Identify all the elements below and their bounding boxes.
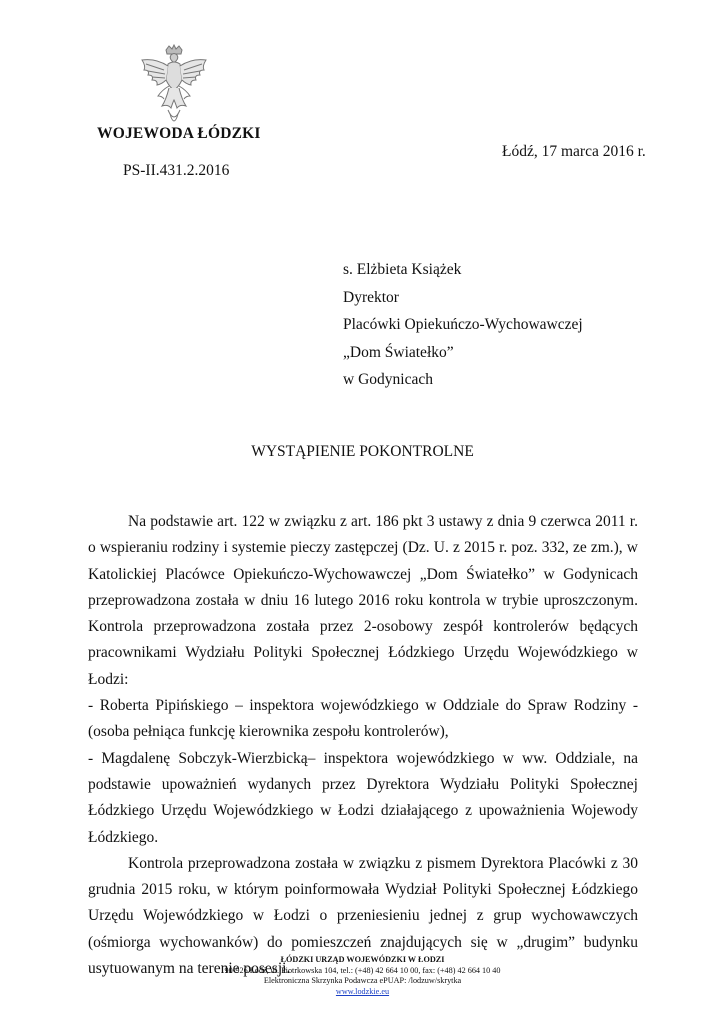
page-footer (0, 955, 725, 997)
body-paragraph: Na podstawie art. 122 w związku z art. 186 pkt 3 ustawy z dnia 9 czerwca 2011 r. o wspieraniu rodziny i systemie pieczy zastępczej (Dz. U. z 2015 r. poz. 332, ze zm.), w Katolickiej Placówce Opiekuńczo-Wychowawczej „Dom Światełko” w Godynicach przeprowadzona została w dniu 16 lutego 2016 roku kontrola w trybie uproszczonym. Kontrola przeprowadzona została przez 2-osobowy zespół kontrolerów będących pracownikami Wydziału Polityki Społecznej Łódzkiego Urzędu Wojewódzkiego w Łodzi: (88, 513, 638, 688)
body-paragraph: - Roberta Pipińskiego – inspektora wojewódzkiego w Oddziale do Spraw Rodziny - (osoba pełniąca funkcję kierownika zespołu kontrolerów), (88, 697, 638, 741)
footer-epuap: Elektroniczna Skrzynka Podawcza ePUAP: /lodzuw/skrytka (263, 976, 462, 985)
footer-address: 90-926 Łódź, ul. Piotrkowska 104, tel.: (+48) 42 664 10 00, fax: (+48) 42 664 10 40 (224, 965, 501, 975)
document-body (88, 509, 638, 982)
case-reference: PS-II.431.2.2016 (123, 162, 230, 179)
footer-office-name: ŁÓDZKI URZĄD WOJEWÓDZKI W ŁODZI (280, 955, 445, 964)
body-paragraph: Kontrola przeprowadzona została w związku z pismem Dyrektora Placówki z 30 grudnia 2015 roku, w którym poinformowała Wydział Polityki Społecznej Łódzkiego Urzędu Wojewódzkiego w Łodzi o przeniesieniu jednej z grup wychowawczych (ośmiorga wychowanków) do pomieszczeń znajdujących się w „drugim” budynku usytuowanym na terenie posesji. (88, 854, 638, 978)
footer-website-link[interactable]: www.lodzkie.eu (335, 986, 390, 996)
eagle-emblem-icon (138, 44, 210, 130)
document-date: Łódź, 17 marca 2016 r. (502, 143, 646, 160)
addressee-line: Placówki Opiekuńczo-Wychowawczej (343, 316, 583, 333)
body-paragraph: - Magdalenę Sobczyk-Wierzbicką– inspektora wojewódzkiego w ww. Oddziale, na podstawie upoważnień wydanych przez Dyrektora Wydziału Polityki Społecznej Łódzkiego Urzędu Wojewódzkiego w Łodzi działającego z upoważnienia Wojewody Łódzkiego. (88, 749, 638, 846)
issuer-name: WOJEWODA ŁÓDZKI (97, 125, 261, 142)
addressee-line: w Godynicach (343, 371, 433, 388)
document-title: WYSTĄPIENIE POKONTROLNE (251, 443, 474, 460)
addressee-line: „Dom Światełko” (343, 343, 454, 361)
addressee-line: Dyrektor (343, 288, 399, 306)
addressee-block (343, 256, 583, 394)
addressee-line: s. Elżbieta Książek (343, 261, 462, 278)
